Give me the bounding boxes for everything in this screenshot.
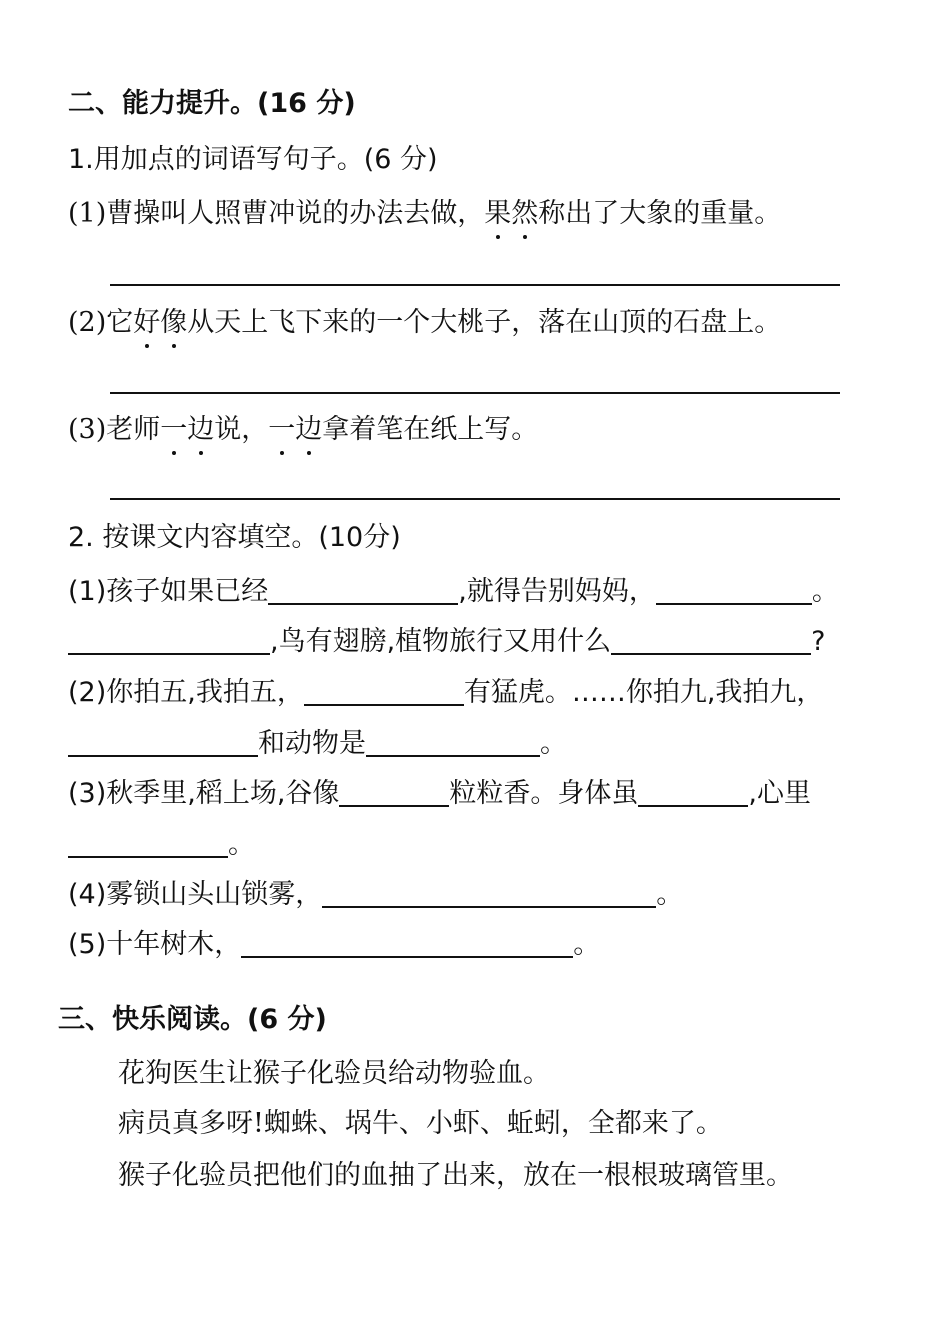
question-1-item-2 bbox=[68, 309, 781, 336]
fill-blank[interactable] bbox=[68, 625, 270, 655]
fill-text: ? bbox=[811, 626, 826, 657]
item-text: (1)曹操叫人照曹冲说的办法去做， bbox=[68, 198, 485, 229]
fill-text: (1)孩子如果已经 bbox=[68, 576, 269, 607]
fill-blank[interactable] bbox=[68, 727, 258, 757]
fill-line-2 bbox=[68, 625, 826, 655]
fill-text: 。 bbox=[656, 879, 684, 910]
fill-blank[interactable] bbox=[366, 727, 540, 757]
fill-text: 和动物是 bbox=[258, 728, 366, 759]
answer-line[interactable] bbox=[110, 392, 840, 394]
emphasis-dot-char: 一 bbox=[268, 414, 296, 445]
item-text: (3)老师 bbox=[68, 414, 161, 445]
emphasis-dot-char: 好 bbox=[133, 307, 161, 338]
fill-line-4 bbox=[68, 727, 567, 757]
fill-blank[interactable] bbox=[656, 575, 812, 605]
emphasis-dot-char: 然 bbox=[511, 198, 539, 229]
emphasis-dot-char: 一 bbox=[160, 414, 188, 445]
reading-paragraph: 花狗医生让猴子化验员给动物验血。 bbox=[118, 1058, 550, 1089]
reading-paragraph: 猴子化验员把他们的血抽了出来，放在一根根玻璃管里。 bbox=[118, 1160, 793, 1191]
fill-text: 。 bbox=[228, 829, 255, 860]
item-text: 从天上飞下来的一个大桃子，落在山顶的石盘上。 bbox=[187, 307, 782, 338]
emphasis-dot-char: 果 bbox=[484, 198, 512, 229]
emphasis-dot-char: 边 bbox=[295, 414, 323, 445]
fill-blank[interactable] bbox=[241, 928, 573, 958]
reading-paragraph: 病员真多呀!蜘蛛、埚牛、小虾、蚯蚓，全都来了。 bbox=[118, 1108, 723, 1139]
fill-text: 。 bbox=[573, 929, 601, 960]
fill-text: ,就得告别妈妈， bbox=[458, 576, 656, 607]
fill-blank[interactable] bbox=[322, 878, 656, 908]
question-2-title: 2. 按课文内容填空。(10分) bbox=[68, 522, 401, 553]
item-text: (2)它 bbox=[68, 307, 134, 338]
item-text: 说， bbox=[214, 414, 269, 445]
fill-line-5 bbox=[68, 777, 811, 807]
fill-blank[interactable] bbox=[339, 777, 449, 807]
fill-line-8 bbox=[68, 928, 600, 958]
item-text: 拿着笔在纸上写。 bbox=[322, 414, 539, 445]
fill-text: (5)十年树木， bbox=[68, 929, 242, 960]
answer-line[interactable] bbox=[110, 498, 840, 500]
question-1-item-1 bbox=[68, 200, 781, 227]
fill-text: (3)秋季里,稻上场,谷像 bbox=[68, 778, 340, 809]
fill-line-1 bbox=[68, 575, 839, 605]
fill-line-6 bbox=[68, 828, 255, 858]
fill-text: 有猛虎。……你拍九,我拍九， bbox=[463, 677, 824, 708]
fill-text: (4)雾锁山头山锁雾， bbox=[68, 879, 323, 910]
fill-blank[interactable] bbox=[304, 676, 464, 706]
question-1-title: 1.用加点的词语写句子。(6 分) bbox=[68, 144, 438, 175]
dotted-word bbox=[160, 414, 214, 445]
fill-text: (2)你拍五,我拍五， bbox=[68, 677, 304, 708]
emphasis-dot-char: 像 bbox=[160, 307, 188, 338]
question-1-item-3 bbox=[68, 416, 538, 443]
emphasis-dot-char: 边 bbox=[187, 414, 215, 445]
fill-text: ,心里 bbox=[748, 778, 812, 809]
fill-blank[interactable] bbox=[268, 575, 458, 605]
fill-blank[interactable] bbox=[68, 828, 228, 858]
fill-blank[interactable] bbox=[611, 625, 811, 655]
section-3-title: 三、快乐阅读。(6 分) bbox=[58, 1004, 327, 1035]
item-text: 称出了大象的重量。 bbox=[538, 198, 782, 229]
dotted-word bbox=[133, 307, 187, 338]
fill-blank[interactable] bbox=[638, 777, 748, 807]
dotted-word bbox=[484, 198, 538, 229]
fill-text: ,鸟有翅膀,植物旅行又用什么 bbox=[270, 626, 612, 657]
dotted-word bbox=[268, 414, 322, 445]
fill-text: 。 bbox=[540, 728, 567, 759]
fill-line-3 bbox=[68, 676, 823, 706]
section-2-title: 二、能力提升。(16 分) bbox=[68, 88, 356, 119]
fill-line-7 bbox=[68, 878, 683, 908]
fill-text: 粒粒香。身体虽 bbox=[449, 778, 639, 809]
answer-line[interactable] bbox=[110, 284, 840, 286]
fill-text: 。 bbox=[811, 576, 839, 607]
